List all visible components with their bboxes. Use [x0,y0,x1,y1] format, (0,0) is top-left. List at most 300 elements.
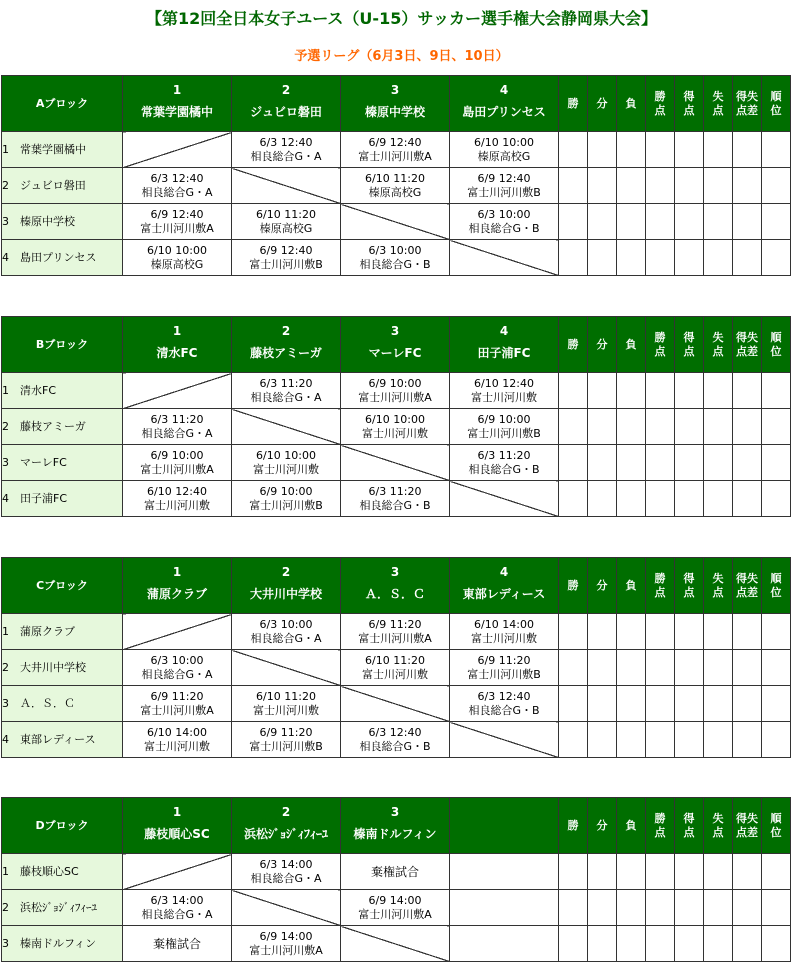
match-venue: 相良総合G・A [141,426,213,440]
table-row [2,132,791,168]
row-team-name [2,132,123,168]
team-number: 3 [390,565,400,579]
team-number: 1 [172,565,182,579]
team-column-name: 常葉学園橘中 [140,105,213,119]
stat-header-text: 得失 [736,330,758,344]
match-time: 6/9 11:20 [150,689,204,703]
stat-cell [675,686,704,722]
row-team-name [2,686,123,722]
match-venue: 富士川河川敷B [467,667,541,681]
empty-cell [450,890,559,926]
stat-cell [675,204,704,240]
table-row [2,409,791,445]
stat-cell [617,614,646,650]
stat-cell [646,168,675,204]
stat-header-text: 点 [654,585,666,599]
match-venue: 相良総合G・A [250,871,322,885]
stat-cell [675,650,704,686]
match-venue: 相良総合G・A [141,185,213,199]
row-team-name [2,890,123,926]
match-time: 6/3 14:00 [150,893,204,907]
diagonal-cell [341,926,450,962]
stat-cell [559,240,588,276]
match-venue: 榛原高校G [150,257,204,271]
row-team-name [2,614,123,650]
stat-cell [588,409,617,445]
stat-cell [704,132,733,168]
row-team-label: 3 マーレFC [2,455,67,469]
row-team-name [2,445,123,481]
stat-cell [559,686,588,722]
team-column-name: マーレFC [368,346,422,360]
row-team-label: 4 東部レディース [2,732,96,746]
stat-cell [675,132,704,168]
stat-cell [646,614,675,650]
stat-header-text: 分 [596,337,608,351]
match-time: 6/9 11:20 [259,725,313,739]
stat-header [762,317,791,373]
stat-header-text: 失 [712,571,724,585]
stat-cell [646,926,675,962]
stat-cell [675,409,704,445]
stat-cell [675,614,704,650]
team-number: 3 [390,324,400,338]
team-column-header [341,76,450,132]
team-number: 4 [499,565,509,579]
match-time: 6/9 14:00 [259,929,313,943]
match-cell [232,854,341,890]
stat-header-text: 得 [683,811,695,825]
stat-cell [559,481,588,517]
block-name: Cブロック [2,558,123,614]
team-column-header [450,76,559,132]
match-venue: 相良総合G・A [141,667,213,681]
stat-cell [588,132,617,168]
stat-cell [559,445,588,481]
stat-cell [617,204,646,240]
match-time: 6/9 12:40 [259,243,313,257]
match-time: 6/9 12:40 [150,207,204,221]
stat-header-text: 失 [712,89,724,103]
stat-header-text: 勝 [567,818,579,832]
stat-cell [646,854,675,890]
stat-cell [675,926,704,962]
block-table [1,75,791,276]
stat-cell [704,409,733,445]
match-venue: 富士川河川敷A [358,907,432,921]
table-row [2,650,791,686]
match-cell [341,132,450,168]
match-venue: 相良総合G・B [359,257,431,271]
stat-header-text: 勝 [654,330,666,344]
match-venue: 富士川河川敷 [362,667,428,681]
team-column-header [232,558,341,614]
row-team-label: 2 浜松ｼﾞｮｼﾞｨﾌｨｰﾕ [2,900,97,914]
match-venue: 富士川河川敷B [249,257,323,271]
stat-header [675,317,704,373]
match-time: 6/3 14:00 [259,857,313,871]
match-venue: 富士川河川敷A [140,462,214,476]
match-venue: 富士川河川敷B [467,185,541,199]
team-column-header [123,317,232,373]
stat-cell [704,854,733,890]
match-cell [232,373,341,409]
team-number: 2 [281,83,291,97]
stat-cell [559,854,588,890]
match-cell [232,481,341,517]
match-cell [450,373,559,409]
stat-cell [617,481,646,517]
team-column-name: 島田プリンセス [462,105,546,119]
diagonal-cell [450,240,559,276]
team-number: 2 [281,805,291,819]
stat-cell [762,409,791,445]
match-time: 棄権試合 [152,936,201,951]
team-column-name: 東部レディース [462,587,546,601]
stat-cell [675,890,704,926]
match-venue: 相良総合G・B [359,739,431,753]
block-header-row [2,76,791,132]
row-team-name [2,854,123,890]
table-row [2,168,791,204]
stat-header-text: 勝 [567,96,579,110]
stat-cell [617,168,646,204]
match-cell [341,854,450,890]
table-row [2,890,791,926]
match-cell [450,168,559,204]
stat-cell [617,686,646,722]
stat-cell [617,926,646,962]
stat-header-text: 位 [770,825,782,839]
stat-cell [733,614,762,650]
match-cell [232,614,341,650]
diagonal-cell [232,409,341,445]
match-cell [450,686,559,722]
stat-cell [646,373,675,409]
match-time: 6/10 11:20 [256,207,316,221]
stat-header-text: 分 [596,578,608,592]
row-team-label: 1 藤枝順心SC [2,864,79,878]
table-row [2,204,791,240]
stat-cell [588,722,617,758]
row-team-label: 2 ジュビロ磐田 [2,178,86,192]
match-venue: 榛原高校G [368,185,422,199]
empty-cell [450,926,559,962]
match-venue: 相良総合G・A [250,631,322,645]
match-time: 6/9 10:00 [477,412,531,426]
team-number: 4 [499,83,509,97]
match-time: 6/9 14:00 [368,893,422,907]
stat-header-text: 負 [625,578,637,592]
table-row [2,722,791,758]
table-row [2,614,791,650]
stat-cell [646,650,675,686]
match-time: 6/3 10:00 [477,207,531,221]
match-venue: 富士川河川敷 [471,390,537,404]
match-time: 6/3 11:20 [259,376,313,390]
stat-header-text: 点 [712,103,724,117]
stat-cell [646,132,675,168]
match-venue: 富士川河川敷A [249,943,323,957]
stat-cell [675,722,704,758]
team-column-header [341,798,450,854]
row-team-name [2,240,123,276]
stat-cell [588,854,617,890]
stat-cell [733,445,762,481]
team-number: 1 [172,324,182,338]
block-table [1,797,791,962]
match-time: 6/10 10:00 [256,448,316,462]
stat-cell [646,722,675,758]
stat-cell [617,409,646,445]
stat-cell [617,445,646,481]
block-name: Aブロック [2,76,123,132]
stat-cell [646,240,675,276]
team-column-header [232,798,341,854]
table-row [2,240,791,276]
block-table [1,316,791,517]
match-venue: 相良総合G・A [250,390,322,404]
match-time: 6/3 10:00 [150,653,204,667]
stat-header-text: 順 [770,811,782,825]
page-title: 【第12回全日本女子ユース（U-15）サッカー選手権大会静岡県大会】 [145,9,658,28]
match-time: 6/9 11:20 [477,653,531,667]
row-team-name [2,650,123,686]
row-team-name [2,481,123,517]
stat-header-text: 点 [712,825,724,839]
match-time: 6/3 12:40 [150,171,204,185]
match-venue: 相良総合G・B [468,221,540,235]
match-venue: 相良総合G・A [141,907,213,921]
team-column-header [450,558,559,614]
stat-header-text: 点 [654,825,666,839]
table-row [2,481,791,517]
stat-cell [704,686,733,722]
stat-header [588,76,617,132]
match-cell [450,204,559,240]
diagonal-cell [123,132,232,168]
stat-header [559,558,588,614]
stat-header [704,558,733,614]
stat-cell [733,409,762,445]
match-venue: 榛原高校G [259,221,313,235]
stat-cell [733,132,762,168]
stat-cell [762,132,791,168]
stat-cell [704,240,733,276]
stat-cell [675,373,704,409]
diagonal-cell [341,686,450,722]
stat-cell [588,686,617,722]
stat-cell [675,240,704,276]
stat-cell [559,409,588,445]
team-column-header [450,317,559,373]
stat-cell [733,373,762,409]
match-venue: 榛原高校G [477,149,531,163]
stat-header-text: 勝 [567,578,579,592]
match-venue: 富士川河川敷 [253,703,319,717]
match-venue: 相良総合G・A [250,149,322,163]
team-column-header [450,798,559,854]
match-venue: 相良総合G・B [468,703,540,717]
stat-cell [704,614,733,650]
match-time: 6/3 10:00 [368,243,422,257]
stat-cell [704,204,733,240]
row-team-label: 4 田子浦FC [2,491,68,505]
match-cell [232,132,341,168]
match-time: 6/3 11:20 [368,484,422,498]
row-team-label: 3 榛南ドルフィン [2,936,97,950]
stat-cell [704,168,733,204]
stat-header-text: 点 [683,103,695,117]
match-time: 6/3 12:40 [477,689,531,703]
stat-cell [704,481,733,517]
table-row [2,445,791,481]
match-venue: 富士川河川敷 [471,631,537,645]
stat-cell [617,650,646,686]
team-column-header [232,317,341,373]
match-cell [123,204,232,240]
stat-cell [646,686,675,722]
stat-cell [733,481,762,517]
row-team-label: 2 藤枝アミーガ [2,419,86,433]
match-cell [450,650,559,686]
team-number: 3 [390,83,400,97]
match-time: 6/9 12:40 [368,135,422,149]
stat-cell [588,926,617,962]
team-column-name: Ａ．Ｓ．Ｃ [364,587,425,601]
row-team-label: 3 榛原中学校 [2,214,75,228]
stat-cell [733,240,762,276]
match-cell [341,373,450,409]
stat-cell [588,614,617,650]
stat-header-text: 順 [770,571,782,585]
stat-cell [675,481,704,517]
stat-header-text: 失 [712,811,724,825]
stat-header [617,798,646,854]
stat-cell [588,445,617,481]
match-time: 6/9 10:00 [368,376,422,390]
row-team-label: 1 蒲原クラブ [2,624,75,638]
team-number: 4 [499,324,509,338]
stat-cell [704,890,733,926]
stat-cell [559,132,588,168]
team-number: 2 [281,565,291,579]
match-cell [232,240,341,276]
match-cell [232,722,341,758]
stat-cell [646,204,675,240]
stat-header-text: 点 [683,344,695,358]
stat-cell [762,481,791,517]
match-venue: 富士川河川敷A [358,390,432,404]
team-column-name: ジュビロ磐田 [250,105,322,119]
stat-cell [762,445,791,481]
stat-header-text: 位 [770,344,782,358]
diagonal-cell [450,481,559,517]
stat-cell [559,373,588,409]
block-header-row [2,558,791,614]
match-cell [232,686,341,722]
stat-header [762,558,791,614]
match-time: 6/9 12:40 [477,171,531,185]
match-venue: 富士川河川敷 [144,739,210,753]
match-cell [123,890,232,926]
match-time: 6/10 10:00 [365,412,425,426]
stat-cell [762,890,791,926]
row-team-name [2,204,123,240]
match-cell [341,481,450,517]
match-cell [123,240,232,276]
stat-cell [675,445,704,481]
match-venue: 相良総合G・B [359,498,431,512]
stat-header-text: 点 [712,344,724,358]
stat-header-text: 分 [596,818,608,832]
match-cell [123,650,232,686]
stat-header [733,76,762,132]
stat-cell [733,722,762,758]
stat-header [704,798,733,854]
team-number: 2 [281,324,291,338]
stat-cell [762,168,791,204]
stat-header-text: 得 [683,571,695,585]
match-time: 棄権試合 [370,864,419,879]
stat-cell [762,204,791,240]
stat-header-text: 点差 [736,103,758,117]
stat-header-text: 点差 [736,825,758,839]
match-cell [341,614,450,650]
stat-cell [559,722,588,758]
diagonal-cell [341,445,450,481]
match-cell [232,204,341,240]
row-team-label: 3 Ａ．Ｓ．Ｃ [2,696,75,710]
stat-header [646,76,675,132]
match-time: 6/3 12:40 [259,135,313,149]
match-venue: 富士川河川敷 [144,498,210,512]
stat-header-text: 点 [683,825,695,839]
table-row [2,926,791,962]
team-column-name: 藤枝アミーガ [250,346,322,360]
match-cell [450,132,559,168]
stat-header-text: 点 [712,585,724,599]
match-cell [450,445,559,481]
team-column-header [123,76,232,132]
stat-header-text: 位 [770,585,782,599]
stat-cell [762,240,791,276]
row-team-name [2,926,123,962]
empty-cell [450,854,559,890]
stat-cell [559,168,588,204]
team-column-name: 大井川中学校 [249,587,322,601]
stat-cell [588,890,617,926]
stat-header-text: 勝 [654,89,666,103]
stat-cell [646,445,675,481]
row-team-name [2,373,123,409]
diagonal-cell [123,854,232,890]
row-team-label: 2 大井川中学校 [2,660,86,674]
match-time: 6/3 11:20 [150,412,204,426]
match-time: 6/10 11:20 [256,689,316,703]
row-team-label: 1 清水FC [2,383,57,397]
stat-header-text: 得 [683,89,695,103]
stat-cell [617,854,646,890]
stat-header [588,798,617,854]
match-cell [123,409,232,445]
stat-cell [617,890,646,926]
stat-cell [733,926,762,962]
team-column-header [123,558,232,614]
diagonal-cell [232,168,341,204]
stat-header [675,798,704,854]
block-name: Dブロック [2,798,123,854]
